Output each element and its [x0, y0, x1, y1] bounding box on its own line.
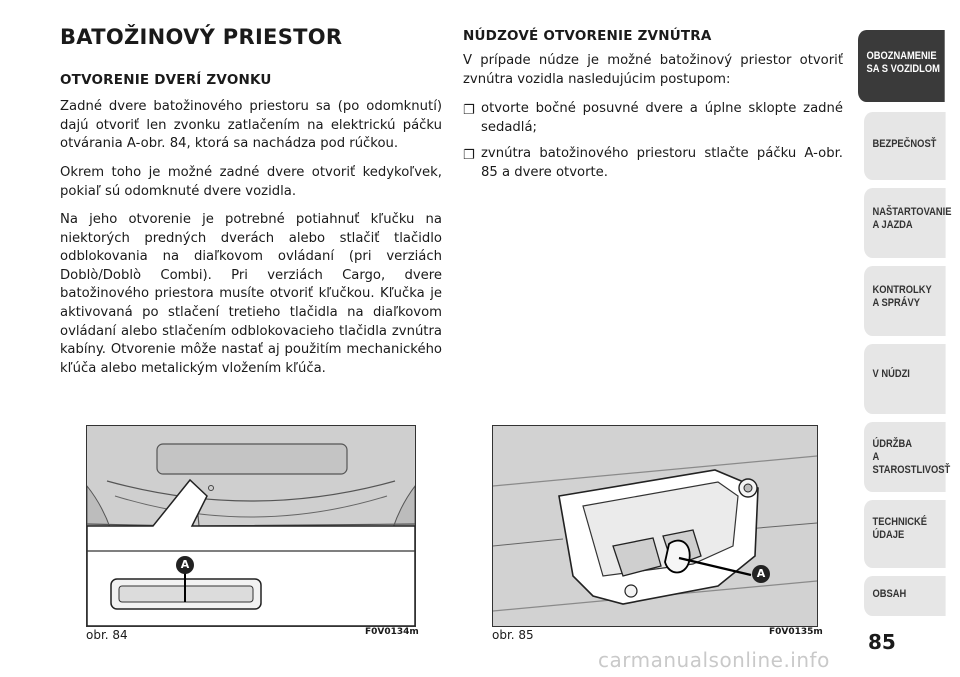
figure-code: F0V0134m [365, 627, 419, 637]
figure-rear-door [86, 425, 416, 627]
sidebar-tab-obsah[interactable] [864, 576, 946, 616]
watermark: carmanualsonline.info [598, 648, 830, 672]
sidebar-tab-label: OBSAH [872, 588, 907, 600]
section-heading-emergency: NÚDZOVÉ OTVORENIE ZVNÚTRA [463, 28, 712, 44]
sidebar-tab-oboznamenie[interactable] [858, 30, 945, 102]
sidebar-tab-label: OBOZNAMENIE [866, 50, 937, 62]
sidebar-tab-label: BEZPEČNOSŤ [872, 138, 937, 150]
rear-door-illustration [87, 426, 415, 626]
figure-latch [492, 425, 818, 627]
sidebar-tab-label: V NÚDZI [872, 368, 910, 380]
section-heading-exterior: OTVORENIE DVERÍ ZVONKU [60, 72, 272, 88]
sidebar-tab-udrzba[interactable] [864, 422, 951, 492]
sidebar-tab-nastartovanie[interactable] [864, 188, 952, 258]
paragraph-2: Okrem toho je možné zadné dvere otvoriť kedykoľvek, pokiaľ sú odomknuté dvere vozidla. [60, 165, 442, 199]
bullet-text: zvnútra batožinového priestoru stlačte páčku A-obr. 85 a dvere otvorte. [481, 146, 843, 180]
paragraph-3: Na jeho otvorenie je potrebné potiahnuť kľučku na niektorých predných dverách alebo stlačiť tlačidlo odblokovania na diaľkovom ovládaní (pri verziách Doblò/Doblò Combi). Pri verziách Cargo, dvere batožinového priestora musíte otvoriť kľučkou. Kľučka je aktivovaná po stlačení tretieho tlačidla na diaľkovom ovládaní alebo stlačením odblokovacieho tlačidla zvnútra kabíny. Otvorenie môže nastať aj použitím mechanického kľúča alebo metalickým vložením kľúča. [60, 212, 442, 376]
latch-illustration [493, 426, 817, 626]
sidebar-tab-label: TECHNICKÉ [872, 516, 928, 528]
sidebar-tab-technicke[interactable] [864, 500, 946, 568]
page-number: 85 [868, 630, 896, 654]
checkbox-bullet-icon: ❐ [463, 103, 475, 118]
emergency-intro: V prípade núdze je možné batožinový priestor otvoriť zvnútra vozidla nasledujúcim postupom: [463, 53, 843, 87]
paragraph-1: Zadné dvere batožinového priestoru sa (po odomknutí) dajú otvoriť len zvonku zatlačením na elektrickú páčku otvárania A-obr. 84, ktorá sa nachádza pod rúčkou. [60, 99, 442, 152]
chapter-sidebar [858, 0, 960, 620]
checkbox-bullet-icon: ❐ [463, 148, 475, 163]
sidebar-tab-label: NAŠTARTOVANIE [872, 206, 952, 218]
bullet-text: otvorte bočné posuvné dvere a úplne sklopte zadné sedadlá; [481, 101, 843, 135]
sidebar-tab-label: A SPRÁVY [872, 297, 920, 309]
sidebar-tab-label: A STAROSTLIVOSŤ [872, 451, 951, 476]
sidebar-tab-label: A JAZDA [872, 219, 913, 231]
sidebar-tab-bezpecnost[interactable] [864, 112, 946, 180]
figure-code: F0V0135m [769, 627, 823, 637]
bullet-item [463, 100, 843, 137]
sidebar-tab-label: ÚDAJE [872, 529, 905, 541]
sidebar-tab-label: KONTROLKY [872, 284, 932, 296]
sidebar-tab-label: SA S VOZIDLOM [866, 63, 940, 75]
sidebar-tab-kontrolky[interactable] [864, 266, 946, 336]
bullet-item [463, 145, 843, 182]
sidebar-tab-label: ÚDRŽBA [872, 438, 912, 450]
sidebar-tab-v-nudzi[interactable] [864, 344, 946, 414]
figure-caption: obr. 85 [492, 628, 534, 642]
callout-marker-a: A [176, 556, 194, 574]
page-title: BATOŽINOVÝ PRIESTOR [60, 25, 343, 49]
callout-marker-a: A [752, 565, 770, 583]
figure-caption: obr. 84 [86, 628, 128, 642]
